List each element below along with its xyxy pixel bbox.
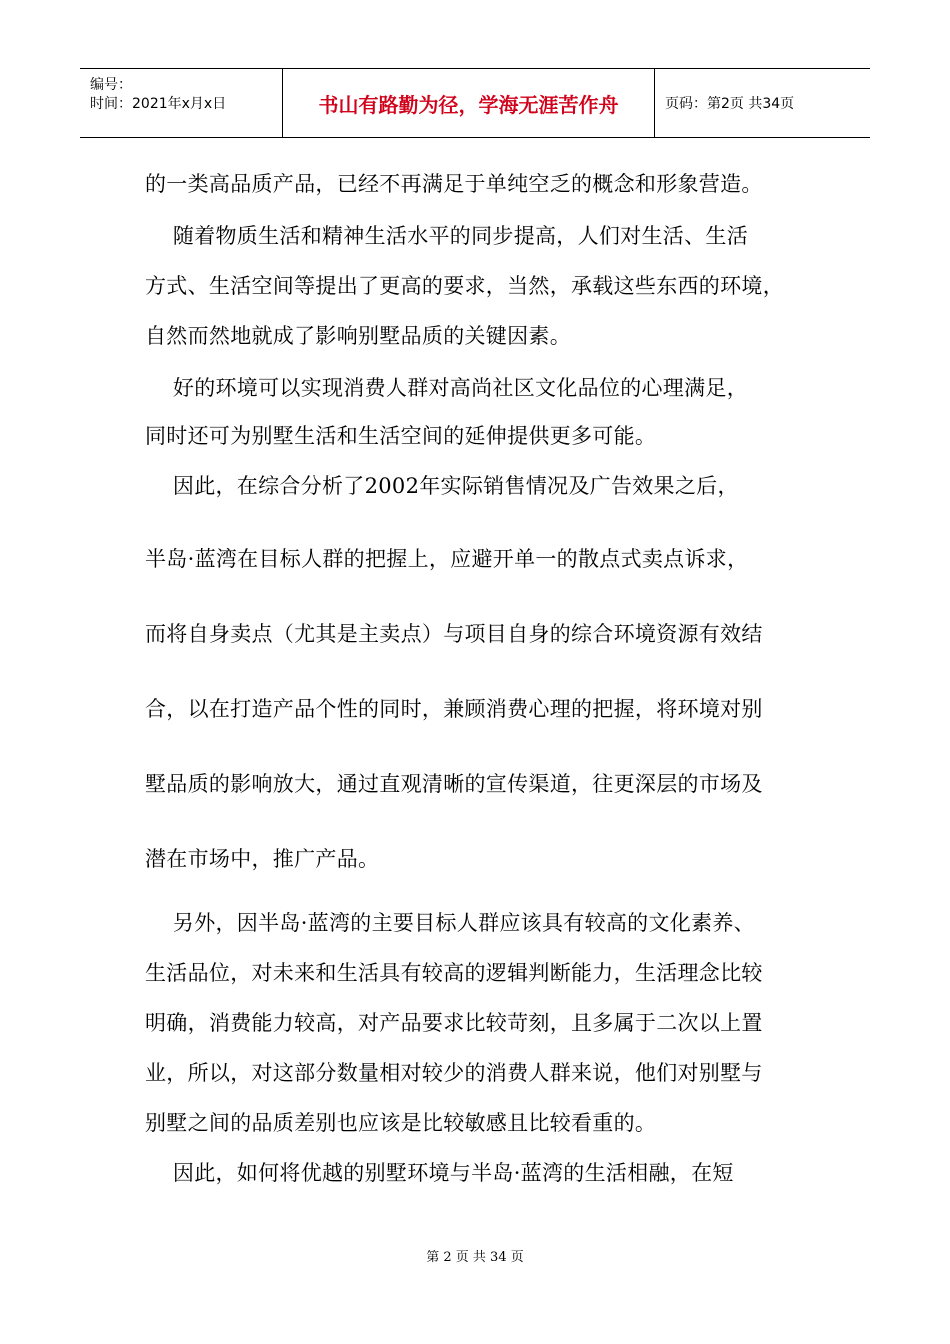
body-line: 自然而然地就成了影响别墅品质的关键因素。 — [145, 324, 571, 348]
body-line: 而将自身卖点（尤其是主卖点）与项目自身的综合环境资源有效结 — [145, 622, 763, 646]
time-label: 时间：2021年x月x日 — [90, 96, 227, 112]
body-line: 的一类高品质产品，已经不再满足于单纯空乏的概念和形象营造。 — [145, 172, 763, 196]
number-label: 编号： — [90, 77, 132, 93]
header-meta — [80, 69, 282, 137]
body-line: 半岛·蓝湾在目标人群的把握上，应避开单一的散点式卖点诉求， — [145, 547, 749, 571]
body-line: 生活品位，对未来和生活具有较高的逻辑判断能力，生活理念比较 — [145, 961, 763, 985]
header-motto: 书山有路勤为径，学海无涯苦作舟 — [318, 92, 619, 117]
body-line: 墅品质的影响放大，通过直观清晰的宣传渠道，往更深层的市场及 — [145, 772, 763, 796]
body-line: 同时还可为别墅生活和生活空间的延伸提供更多可能。 — [145, 424, 657, 448]
body-line: 合，以在打造产品个性的同时，兼顾消费心理的把握，将环境对别 — [145, 697, 763, 721]
body-line: 业，所以，对这部分数量相对较少的消费人群来说，他们对别墅与 — [145, 1061, 763, 1085]
body-line: 随着物质生活和精神生活水平的同步提高，人们对生活、生活 — [145, 224, 748, 248]
header-divider — [654, 69, 655, 137]
document-header — [80, 68, 870, 138]
body-line: 好的环境可以实现消费人群对高尚社区文化品位的心理满足， — [145, 376, 748, 400]
body-line: 明确，消费能力较高，对产品要求比较苛刻，且多属于二次以上置 — [145, 1011, 763, 1035]
body-line: 另外，因半岛·蓝湾的主要目标人群应该具有较高的文化素养、 — [145, 911, 755, 935]
body-line: 因此，在综合分析了2002年实际销售情况及广告效果之后， — [145, 474, 739, 498]
body-line: 因此，如何将优越的别墅环境与半岛·蓝湾的生活相融，在短 — [145, 1161, 734, 1185]
body-line: 别墅之间的品质差别也应该是比较敏感且比较看重的。 — [145, 1111, 657, 1135]
page-footer: 第 2 页 共 34 页 — [426, 1250, 524, 1265]
header-page-info: 页码：第2页 共34页 — [665, 96, 795, 112]
body-line: 方式、生活空间等提出了更高的要求，当然，承载这些东西的环境， — [145, 274, 784, 298]
body-line: 潜在市场中，推广产品。 — [145, 847, 380, 871]
